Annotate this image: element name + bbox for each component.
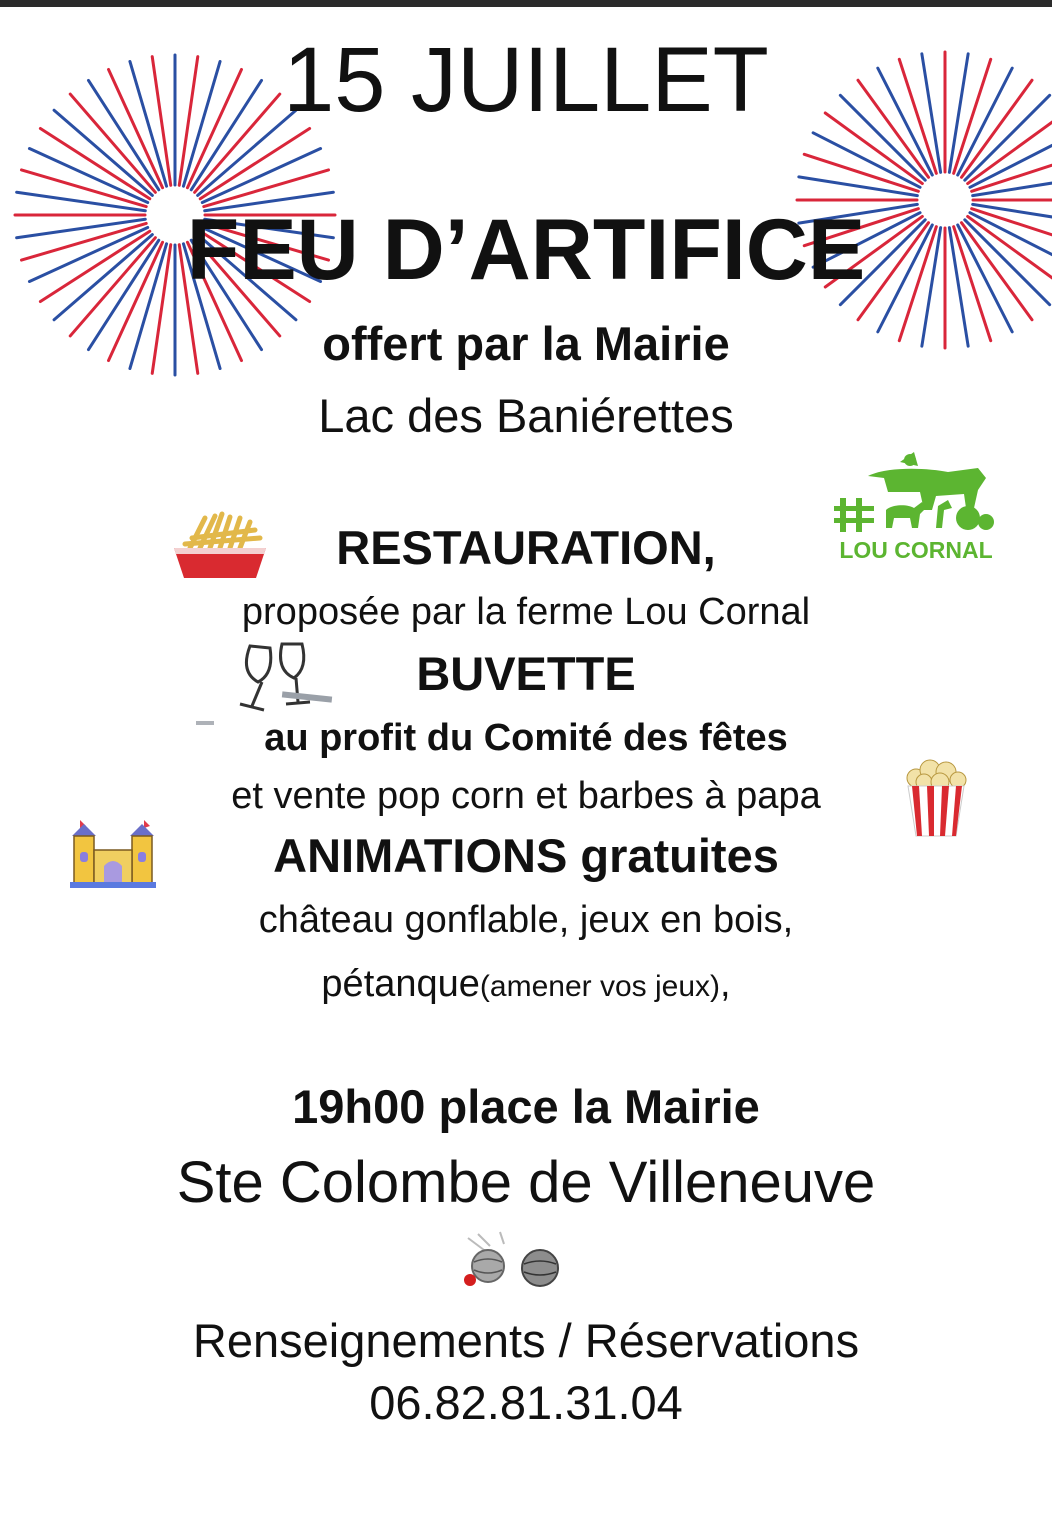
restauration-by-text: proposée par la ferme Lou Cornal xyxy=(241,591,811,633)
date-heading: 15 JUILLET xyxy=(283,29,769,131)
petanque-text: pétanque xyxy=(321,963,480,1005)
logo-text: LOU CORNAL xyxy=(839,537,993,563)
offered-by-text: offert par la Mairie xyxy=(322,317,730,370)
petanque-line xyxy=(0,962,1052,1009)
time-place-text: 19h00 place la Mairie xyxy=(292,1080,760,1133)
lake-location-text: Lac des Baniérettes xyxy=(318,389,734,442)
phone-number: 06.82.81.31.04 xyxy=(369,1376,683,1429)
buvette-sales-text: et vente pop corn et barbes à papa xyxy=(231,775,821,817)
petanque-note-text: (amener vos jeux) xyxy=(479,970,721,1003)
animations-list-text: château gonflable, jeux en bois, xyxy=(258,899,794,941)
lou-cornal-logo xyxy=(828,448,1004,566)
buvette-profit-text: au profit du Comité des fêtes xyxy=(264,717,788,759)
petanque-end-text: , xyxy=(720,963,731,1005)
info-text: Renseignements / Réservations xyxy=(192,1314,860,1367)
buvette-heading: BUVETTE xyxy=(416,647,636,700)
firework-ray xyxy=(40,128,149,198)
top-border xyxy=(0,0,1052,7)
animations-heading: ANIMATIONS gratuites xyxy=(273,829,779,882)
firework-ray xyxy=(200,128,309,198)
restauration-heading: RESTAURATION, xyxy=(336,521,716,574)
town-text: Ste Colombe de Villeneuve xyxy=(176,1150,876,1215)
title-heading: FEU D’ARTIFICE xyxy=(186,202,866,298)
petanque-balls-icon xyxy=(460,1228,564,1292)
